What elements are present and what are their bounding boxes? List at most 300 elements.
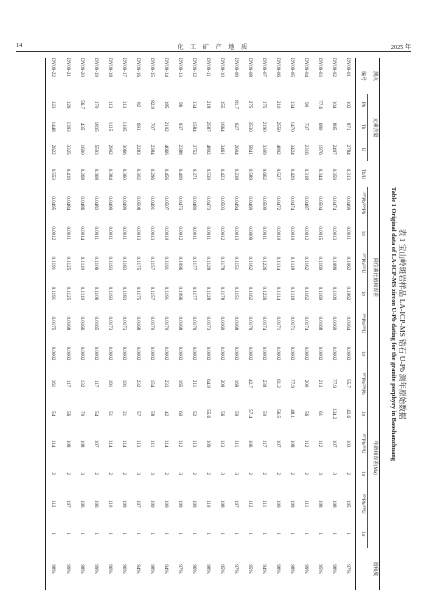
table-cell: 0.0011 bbox=[106, 226, 112, 241]
table-cell: 210 bbox=[275, 100, 281, 109]
sample-id-cell: DY09-01 bbox=[345, 58, 351, 77]
table-cell: 627 bbox=[233, 122, 239, 131]
table-cell: 105 bbox=[345, 499, 351, 508]
table-cell: 0.0002 bbox=[92, 346, 98, 361]
table-cell: 191 bbox=[106, 379, 112, 388]
table-cell: 134.2 bbox=[331, 407, 337, 420]
table-cell: 161 bbox=[45, 368, 60, 400]
sample-id-cell: DY09-05 bbox=[289, 58, 295, 77]
table-cell: 0.0473 bbox=[176, 196, 182, 211]
table-cell: 0.1062 bbox=[345, 256, 351, 271]
table-cell: 218 bbox=[205, 100, 211, 109]
sample-id-cell: DY09-11 bbox=[205, 58, 211, 77]
journal-year: 2025 年 bbox=[390, 44, 411, 51]
table-cell: 0.0499 bbox=[106, 196, 112, 211]
table-cell: 98% bbox=[78, 564, 84, 574]
column-header: ²⁰⁷Pb/²³⁵U bbox=[356, 247, 368, 279]
sample-id-cell: DY09-09 bbox=[233, 58, 239, 77]
table-cell: 94% bbox=[261, 564, 267, 574]
table-cell: 96% bbox=[106, 564, 112, 574]
table-cell: 98% bbox=[205, 564, 211, 574]
group-content: 元素含量 bbox=[368, 94, 380, 161]
table-cell: 2 bbox=[92, 472, 98, 475]
sample-id-cell: DY09-07 bbox=[261, 58, 267, 77]
table-cell: 0.1226 bbox=[261, 286, 267, 301]
table-cell: 4666 bbox=[162, 144, 168, 155]
table-cell: 0.0169 bbox=[219, 316, 225, 331]
table-cell: 0.313 bbox=[345, 168, 351, 180]
sample-id-cell: DY09-15 bbox=[148, 58, 154, 77]
table-cell: 0.0013 bbox=[233, 226, 239, 241]
table-cell: 3309 bbox=[261, 144, 267, 155]
table-cell: 0.539 bbox=[205, 168, 211, 180]
table-cell: 0.1114 bbox=[275, 286, 281, 301]
column-header: ²⁰⁶Pb/²³⁸U bbox=[356, 307, 368, 339]
table-cell: 1 bbox=[176, 532, 182, 536]
table-cell: 0.0469 bbox=[345, 196, 351, 211]
table-cell: 0.0002 bbox=[134, 346, 140, 361]
table-cell: 57 bbox=[134, 411, 140, 417]
table-cell: 0.1128 bbox=[205, 286, 211, 301]
table-cell: 112 bbox=[176, 439, 182, 448]
table-cell: 123 bbox=[45, 94, 60, 115]
table-cell: 0.1162 bbox=[247, 286, 253, 301]
table-row bbox=[158, 58, 172, 590]
table-cell: 54 bbox=[92, 411, 98, 417]
table-cell: 64.9 bbox=[205, 379, 211, 388]
sample-id-cell: DY09-06 bbox=[275, 58, 281, 77]
table-cell: 109 bbox=[162, 499, 168, 508]
table-cell: 2102 bbox=[162, 121, 168, 132]
table-cell: 871 bbox=[345, 122, 351, 131]
table-row bbox=[299, 58, 313, 590]
table-cell: 1 bbox=[106, 532, 112, 536]
column-header: 1σ bbox=[356, 460, 368, 488]
sample-id-cell: DY09-16 bbox=[134, 58, 140, 77]
table-cell: 0.1191 bbox=[45, 247, 60, 279]
table-row bbox=[285, 58, 299, 590]
table-cell: 2587 bbox=[205, 121, 211, 132]
table-cell: 165 bbox=[176, 379, 182, 388]
table-cell: 0.0002 bbox=[120, 346, 126, 361]
table-cell: 99% bbox=[303, 564, 309, 574]
table-cell: 51 bbox=[106, 411, 112, 417]
table-cell: 1664 bbox=[219, 121, 225, 132]
table-cell: 0.0002 bbox=[162, 346, 168, 361]
table-cell: 129 bbox=[64, 100, 70, 109]
table-row bbox=[229, 58, 243, 590]
table-cell: 117 bbox=[64, 379, 70, 388]
table-cell: 1 bbox=[162, 532, 168, 536]
table-row bbox=[341, 58, 356, 590]
table-cell: 0.0011 bbox=[205, 226, 211, 241]
group-blank bbox=[368, 161, 380, 187]
table-cell: 98% bbox=[331, 564, 337, 574]
table-cell: 3 bbox=[317, 472, 323, 475]
table-cell: 0.238 bbox=[233, 168, 239, 180]
table-cell: 97% bbox=[233, 564, 239, 574]
table-cell: 0.1193 bbox=[106, 286, 112, 301]
table-cell: 114 bbox=[120, 439, 126, 448]
table-cell: 1470 bbox=[289, 121, 295, 132]
table-cell: 0.1118 bbox=[289, 286, 295, 301]
table-cell: 106 bbox=[247, 439, 253, 448]
table-cell: 108 bbox=[78, 439, 84, 448]
table-cell: 0.1178 bbox=[219, 286, 225, 301]
table-cell: 77.9 bbox=[331, 379, 337, 388]
table-cell: 114 bbox=[45, 428, 60, 460]
table-title-en: Table 1 Original data of LA-ICP-MS zircon U-Pb dating for the granite porphyry in Baoshanzhuang bbox=[390, 187, 397, 461]
table-cell: 0.429 bbox=[289, 168, 295, 180]
table-cell: 1393 bbox=[64, 121, 70, 132]
table-cell: 56 bbox=[303, 411, 309, 417]
table-cell: 3066 bbox=[120, 144, 126, 155]
table-cell: 117 bbox=[92, 379, 98, 388]
table-cell: 0.0002 bbox=[317, 346, 323, 361]
table-cell: 0.0165 bbox=[92, 316, 98, 331]
table-cell: 0.0010 bbox=[289, 226, 295, 241]
sample-id-cell: DY09-08 bbox=[247, 58, 253, 77]
table-cell: 0.0487 bbox=[303, 196, 309, 211]
table-cell: 2497 bbox=[331, 144, 337, 155]
table-cell: 0.589 bbox=[247, 168, 253, 180]
table-cell: 21 bbox=[120, 411, 126, 417]
table-cell: 0.0486 bbox=[78, 196, 84, 211]
table-cell: 1 bbox=[134, 532, 140, 536]
table-cell: 95% bbox=[317, 564, 323, 574]
table-row bbox=[88, 58, 102, 590]
table-cell: 233 bbox=[162, 379, 168, 388]
table-cell: 1 bbox=[205, 532, 211, 536]
table-cell: 94% bbox=[162, 564, 168, 574]
table-cell: 0.1169 bbox=[317, 286, 323, 301]
table-cell: 2604 bbox=[233, 144, 239, 155]
table-cell: 0.1178 bbox=[219, 256, 225, 271]
table-cell: 0.0164 bbox=[345, 316, 351, 331]
table-cell: 435 bbox=[78, 122, 84, 131]
table-cell: 0.1119 bbox=[78, 256, 84, 271]
table-cell: 0.0011 bbox=[92, 226, 98, 241]
table-row bbox=[144, 58, 158, 590]
table-cell: 103 bbox=[345, 439, 351, 448]
table-cell: 106 bbox=[78, 499, 84, 508]
table-cell: 1835 bbox=[92, 121, 98, 132]
table-cell: 109 bbox=[120, 499, 126, 508]
table-cell: 0.0472 bbox=[275, 196, 281, 211]
table-cell: 2 bbox=[64, 472, 70, 475]
table-cell: 0.0469 bbox=[247, 196, 253, 211]
table-cell: 0.1089 bbox=[331, 256, 337, 271]
table-cell: 0.0491 bbox=[148, 196, 154, 211]
table-row bbox=[102, 58, 116, 590]
table-cell: 108 bbox=[331, 499, 337, 508]
table-cell: 2283 bbox=[134, 144, 140, 155]
table-cell: 2190 bbox=[261, 121, 267, 132]
table-cell: 1 bbox=[45, 520, 60, 548]
table-cell: 2 bbox=[45, 460, 60, 488]
column-header: Pb bbox=[356, 94, 368, 115]
table-cell: 134 bbox=[190, 100, 196, 109]
table-cell: 0.1177 bbox=[190, 286, 196, 301]
table-cell: 0.0012 bbox=[219, 226, 225, 241]
table-cell: 56.7 bbox=[78, 100, 84, 109]
table-cell: 0.0509 bbox=[261, 196, 267, 211]
table-cell: 109 bbox=[275, 499, 281, 508]
table-cell: 1584 bbox=[190, 121, 196, 132]
table-cell: 0.318 bbox=[303, 168, 309, 180]
table-cell: 232 bbox=[134, 379, 140, 388]
table-cell: 213 bbox=[317, 379, 323, 388]
table-cell: 42 bbox=[162, 411, 168, 417]
table-cell: 3 bbox=[233, 472, 239, 475]
table-cell: 70 bbox=[78, 411, 84, 417]
column-header: 编号 bbox=[356, 58, 368, 94]
table-cell: 0.1125 bbox=[64, 286, 70, 301]
table-cell: 0.0012 bbox=[176, 226, 182, 241]
table-cell: 2388 bbox=[176, 144, 182, 155]
table-cell: 0.0013 bbox=[134, 226, 140, 241]
table-cell: 0.0002 bbox=[233, 346, 239, 361]
table-cell: 0.296 bbox=[148, 168, 154, 180]
table-cell: 1 bbox=[345, 532, 351, 536]
table-row bbox=[186, 58, 200, 590]
table-cell: 111 bbox=[233, 440, 239, 448]
table-cell: 108 bbox=[64, 439, 70, 448]
table-cell: 3 bbox=[176, 472, 182, 475]
sample-id-cell: DY09-17 bbox=[120, 58, 126, 77]
table-cell: 275 bbox=[247, 100, 253, 109]
table-cell: 0.359 bbox=[331, 168, 337, 180]
table-cell: 56 bbox=[64, 411, 70, 417]
column-header: ²⁰⁷Pb/²³⁵U bbox=[356, 428, 368, 460]
table-cell: 0.1177 bbox=[190, 256, 196, 271]
header-rule bbox=[16, 51, 411, 52]
table-cell: 0.0002 bbox=[78, 346, 84, 361]
rotated-table-page bbox=[18, 58, 410, 590]
table-cell: 0.527 bbox=[275, 168, 281, 180]
table-cell: 57.4 bbox=[247, 409, 253, 418]
table-cell: 0.371 bbox=[190, 168, 196, 180]
sample-id-cell: DY09-03 bbox=[317, 58, 323, 77]
table-cell: 1 bbox=[233, 532, 239, 536]
table-row bbox=[74, 58, 88, 590]
table-row bbox=[313, 58, 327, 590]
table-row bbox=[243, 58, 257, 590]
sample-id-cell: DY09-14 bbox=[162, 58, 168, 77]
table-cell: 154 bbox=[148, 379, 154, 388]
table-cell: 2784 bbox=[345, 144, 351, 155]
table-body bbox=[45, 58, 355, 590]
table-cell: 58 bbox=[148, 411, 154, 417]
table-cell: 2 bbox=[205, 472, 211, 475]
table-cell: 691 bbox=[134, 122, 140, 131]
table-cell: 169 bbox=[233, 379, 239, 388]
table-cell: 0.0002 bbox=[275, 346, 281, 361]
table-cell: 0.1151 bbox=[233, 286, 239, 301]
table-cell: 2 bbox=[289, 472, 295, 475]
table-cell: 104 bbox=[331, 100, 337, 109]
table-cell: 4802 bbox=[205, 144, 211, 155]
sample-id-cell: DY09-20 bbox=[78, 58, 84, 77]
table-cell: 0.0504 bbox=[317, 196, 323, 211]
table-cell: 707 bbox=[148, 122, 154, 131]
table-cell: 0.0168 bbox=[317, 316, 323, 331]
table-cell: 0.0002 bbox=[303, 346, 309, 361]
table-cell: 0.0013 bbox=[148, 226, 154, 241]
table-cell: 111 bbox=[261, 500, 267, 508]
table-cell: 191 bbox=[120, 379, 126, 388]
table-cell: 3 bbox=[148, 472, 154, 475]
table-cell: 109 bbox=[190, 499, 196, 508]
table-cell: 0.0179 bbox=[190, 316, 196, 331]
table-cell: 50 bbox=[261, 411, 267, 417]
page-number: 14 bbox=[16, 42, 23, 49]
table-group-header-row bbox=[368, 58, 380, 590]
column-header: 1σ bbox=[356, 279, 368, 307]
table-cell: 0.0011 bbox=[120, 226, 126, 241]
table-row bbox=[215, 58, 229, 590]
table-cell: 114 bbox=[162, 439, 168, 448]
table-cell: 112 bbox=[317, 439, 323, 448]
table-cell: 0.0013 bbox=[331, 226, 337, 241]
table-cell: 113 bbox=[219, 439, 225, 448]
zircon-data-table bbox=[45, 58, 380, 590]
group-sample: 测点 bbox=[368, 58, 380, 94]
table-cell: 1 bbox=[78, 532, 84, 536]
table-cell: 2 bbox=[247, 472, 253, 475]
sample-id-cell: DY09-10 bbox=[219, 58, 225, 77]
table-cell: 0.0169 bbox=[331, 316, 337, 331]
table-cell: 81.7 bbox=[233, 100, 239, 109]
table-cell: 108 bbox=[289, 439, 295, 448]
table-cell: 0.1191 bbox=[162, 256, 168, 271]
table-cell: 2 bbox=[190, 472, 196, 475]
table-cell: 113 bbox=[190, 439, 196, 448]
group-concordance: 谐和度 bbox=[368, 548, 380, 590]
table-cell: 0.384 bbox=[106, 168, 112, 180]
table-cell: 77.6 bbox=[317, 100, 323, 109]
column-header: Th bbox=[356, 115, 368, 138]
table-cell: 0.0508 bbox=[134, 196, 140, 211]
table-cell: 3530 bbox=[247, 121, 253, 132]
table-row bbox=[45, 58, 60, 590]
table-cell: 0.1157 bbox=[148, 256, 154, 271]
table-cell: 737 bbox=[303, 122, 309, 131]
table-cell: 0.1125 bbox=[64, 256, 70, 271]
table-cell: 82 bbox=[134, 102, 140, 108]
table-cell: 0.0002 bbox=[45, 339, 60, 367]
sample-id-cell: DY09-12 bbox=[190, 58, 196, 77]
table-cell: 5503 bbox=[92, 144, 98, 155]
table-cell: 95% bbox=[219, 564, 225, 574]
table-cell: 94% bbox=[134, 564, 140, 574]
table-cell: 109 bbox=[289, 499, 295, 508]
table-cell: 1 bbox=[219, 532, 225, 536]
table-cell: 90 bbox=[303, 102, 309, 108]
table-cell: 2384 bbox=[148, 144, 154, 155]
table-cell: 98% bbox=[289, 564, 295, 574]
table-cell: 1 bbox=[289, 532, 295, 536]
table-cell: 0.1193 bbox=[106, 256, 112, 271]
table-cell: 98% bbox=[275, 564, 281, 574]
table-cell: 113 bbox=[120, 100, 126, 109]
table-cell: 42.6 bbox=[345, 409, 351, 418]
column-header: ²⁰⁶Pb/²³⁸U bbox=[356, 488, 368, 520]
table-cell: 102 bbox=[345, 100, 351, 109]
table-cell: 109 bbox=[176, 499, 182, 508]
table-cell: 0.360 bbox=[120, 168, 126, 180]
table-cell: 0.0002 bbox=[64, 346, 70, 361]
table-cell: 117 bbox=[261, 439, 267, 448]
table-cell: 1 bbox=[331, 532, 337, 536]
table-cell: 1976 bbox=[317, 144, 323, 155]
table-cell: 3325 bbox=[64, 144, 70, 155]
table-cell: 155 bbox=[219, 100, 225, 109]
table-cell: 211 bbox=[190, 379, 196, 388]
sample-id-cell: DY09-19 bbox=[92, 58, 98, 77]
group-ratios: 同位素比值和误差 bbox=[368, 187, 380, 367]
table-cell: 111 bbox=[303, 500, 309, 508]
table-cell: 0.0011 bbox=[261, 226, 267, 241]
table-cell: 0.0002 bbox=[190, 346, 196, 361]
table-cell: 2902 bbox=[106, 144, 112, 155]
table-cell: 112 bbox=[303, 439, 309, 448]
table-cell: 134 bbox=[289, 100, 295, 109]
sample-id-cell: DY09-02 bbox=[331, 58, 337, 77]
table-cell: 110 bbox=[205, 500, 211, 508]
sample-id-cell: DY09-21 bbox=[64, 58, 70, 77]
table-row bbox=[200, 58, 214, 590]
table-cell: 0.0168 bbox=[64, 316, 70, 331]
column-header: 1σ bbox=[356, 520, 368, 548]
table-cell: 0.1106 bbox=[92, 256, 98, 271]
table-cell: 3 bbox=[134, 472, 140, 475]
table-cell: 0.1191 bbox=[162, 286, 168, 301]
table-cell: 209 bbox=[219, 379, 225, 388]
table-row bbox=[271, 58, 285, 590]
table-cell: 108 bbox=[317, 499, 323, 508]
table-cell: 107 bbox=[92, 439, 98, 448]
table-cell: 0.268 bbox=[78, 168, 84, 180]
table-cell: 0.0002 bbox=[261, 346, 267, 361]
table-cell: 0.0012 bbox=[303, 226, 309, 241]
sample-id-cell: DY09-04 bbox=[303, 58, 309, 77]
table-cell: 0.1118 bbox=[289, 256, 295, 271]
table-cell: 0.419 bbox=[64, 168, 70, 180]
table-cell: 61 bbox=[317, 411, 323, 417]
table-cell: 200 bbox=[303, 379, 309, 388]
table-cell: 0.0009 bbox=[247, 226, 253, 241]
table-cell: 0.0474 bbox=[289, 196, 295, 211]
table-cell: 937 bbox=[176, 122, 182, 131]
table-cell: 0.0170 bbox=[148, 316, 154, 331]
table-cell: 0.423 bbox=[219, 168, 225, 180]
table-cell: 0.1175 bbox=[134, 286, 140, 301]
table-cell: 2622 bbox=[45, 138, 60, 161]
table-cell: 0.1226 bbox=[261, 256, 267, 271]
table-cell: 0.0483 bbox=[92, 196, 98, 211]
table-cell: 108 bbox=[219, 499, 225, 508]
table-cell: 98% bbox=[45, 548, 60, 590]
table-cell: 0.0179 bbox=[247, 316, 253, 331]
table-cell: 0.0010 bbox=[162, 226, 168, 241]
table-cell: 1 bbox=[92, 532, 98, 536]
table-row bbox=[327, 58, 341, 590]
table-cell: 113 bbox=[106, 100, 112, 109]
table-row bbox=[116, 58, 130, 590]
table-cell: 82.9 bbox=[148, 100, 154, 109]
table-cell: 0.1162 bbox=[303, 256, 309, 271]
